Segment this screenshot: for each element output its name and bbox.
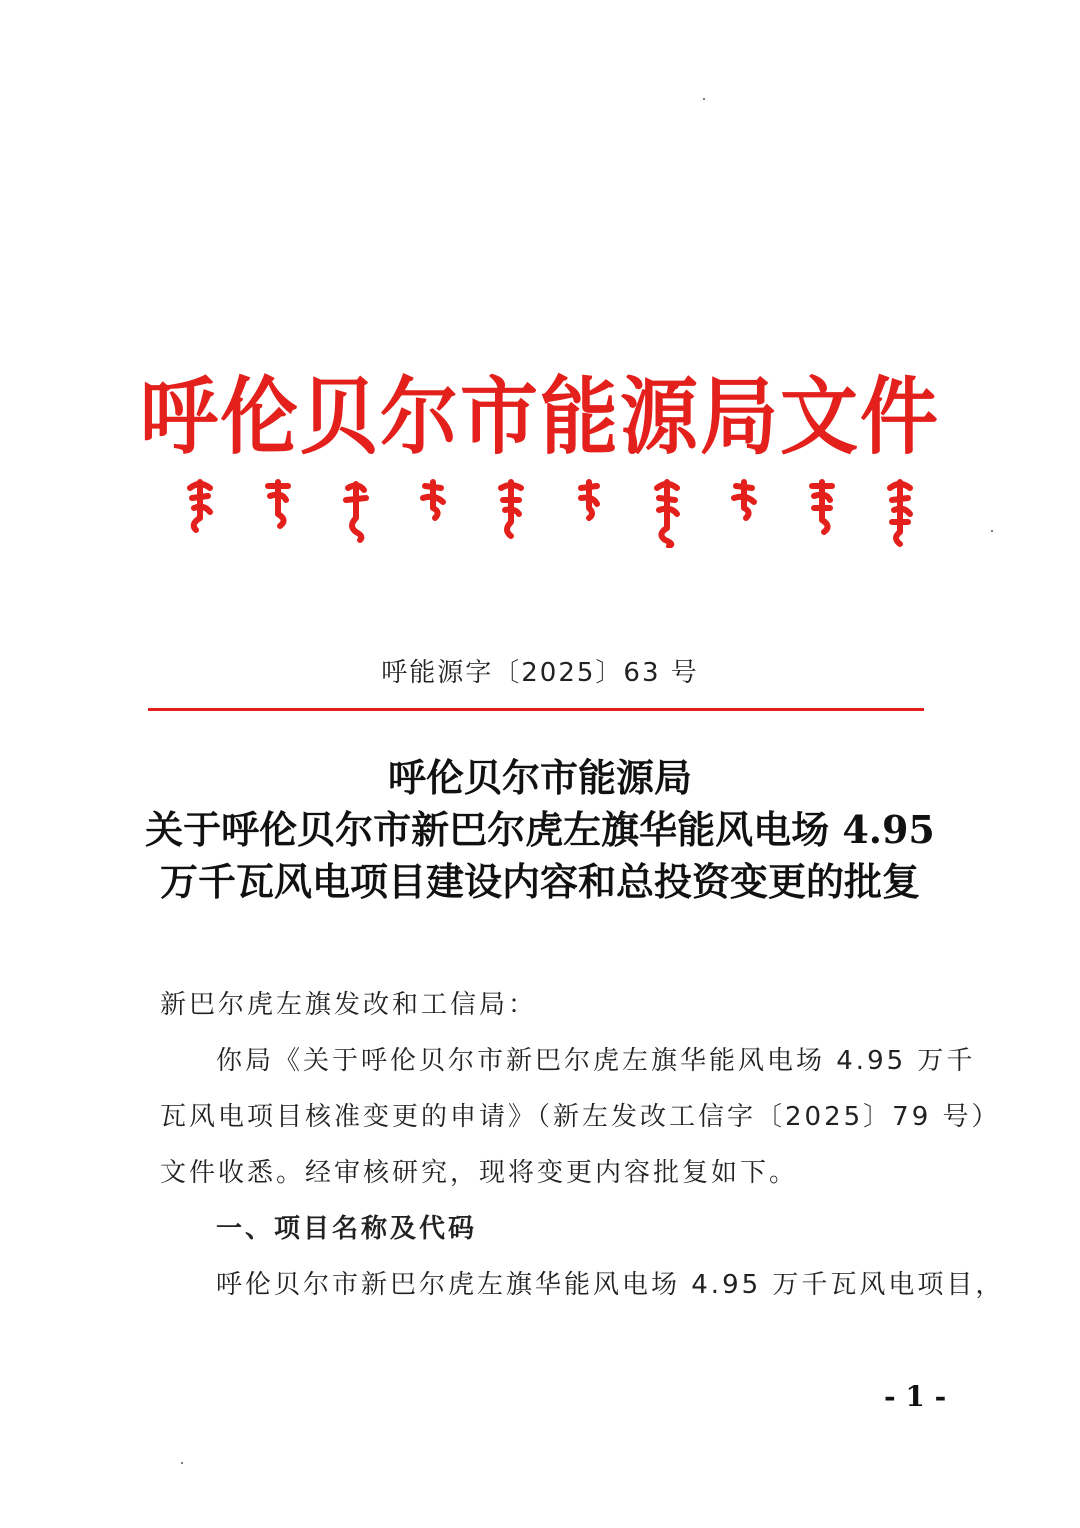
mongolian-word: [647, 478, 687, 548]
mongolian-word: [258, 478, 298, 548]
red-separator-rule: [148, 708, 924, 711]
page-number: - 1 -: [884, 1380, 947, 1413]
mongolian-word: [880, 478, 920, 548]
scan-speck: [703, 98, 705, 100]
document-number: 呼能源字〔2025〕63 号: [381, 658, 699, 688]
scan-speck: [181, 1462, 183, 1464]
paragraph-line: 你局《关于呼伦贝尔市新巴尔虎左旗华能风电场 4.95 万千: [216, 1046, 976, 1076]
mongolian-word: [724, 478, 764, 548]
recipient-line: 新巴尔虎左旗发改和工信局：: [160, 990, 538, 1020]
paragraph-line: 呼伦贝尔市新巴尔虎左旗华能风电场 4.95 万千瓦风电项目，: [216, 1270, 1005, 1300]
title-line: 呼伦贝尔市能源局: [387, 755, 692, 800]
mongolian-word: [802, 478, 842, 548]
mongolian-word: [491, 478, 531, 548]
title-line: 万千瓦风电项目建设内容和总投资变更的批复: [159, 859, 920, 904]
mongolian-word: [180, 478, 220, 548]
title-line: 关于呼伦贝尔市新巴尔虎左旗华能风电场 4.95: [145, 807, 935, 852]
section-heading: 一、项目名称及代码: [216, 1214, 478, 1244]
mongolian-word: [413, 478, 453, 548]
paragraph-line: 文件收悉。经审核研究，现将变更内容批复如下。: [160, 1158, 799, 1188]
masthead-title: 呼伦贝尔市能源局文件: [139, 369, 940, 467]
document-title: [0, 752, 1080, 908]
paragraph-line: 瓦风电项目核准变更的申请》（新左发改工信字〔2025〕79 号）: [160, 1102, 1001, 1132]
mongolian-word: [336, 478, 376, 548]
scan-speck: [991, 530, 993, 532]
mongolian-word: [569, 478, 609, 548]
mongolian-masthead: [180, 478, 920, 558]
